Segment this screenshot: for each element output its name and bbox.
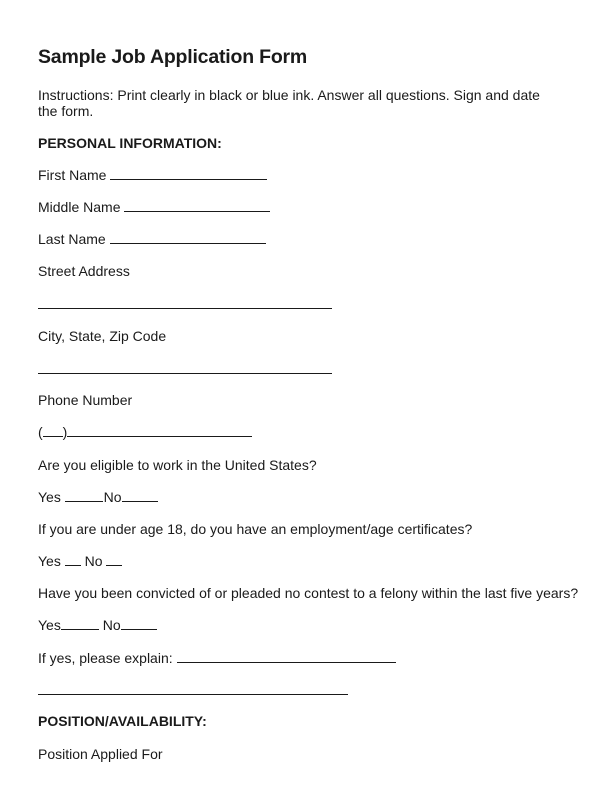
under-18-question: If you are under age 18, do you have an employment/age certificates? [38,521,473,537]
phone-area-close: ) [62,424,68,440]
explain-field-continued[interactable] [38,694,348,695]
middle-name-label: Middle Name [38,199,121,215]
form-title: Sample Job Application Form [38,46,308,68]
under-18-yes-field[interactable] [65,553,81,566]
street-address-field[interactable] [38,308,332,309]
middle-name-field[interactable] [124,199,270,212]
last-name-field[interactable] [110,231,266,244]
position-applied-label: Position Applied For [38,746,163,762]
phone-number-row [38,424,252,440]
under-18-no-field[interactable] [106,553,122,566]
eligible-answer-row [38,489,158,505]
phone-number-label: Phone Number [38,392,133,408]
phone-number-field[interactable] [67,424,252,437]
felony-no-label: No [102,617,121,633]
felony-yes-field[interactable] [61,617,99,630]
felony-question: Have you been convicted of or pleaded no contest to a felony within the last five years? [38,585,579,601]
city-state-zip-field[interactable] [38,373,332,374]
last-name-label: Last Name [38,231,106,247]
under-18-yes-label: Yes [38,553,61,569]
eligible-question: Are you eligible to work in the United States? [38,457,317,473]
explain-label: If yes, please explain: [38,650,173,666]
felony-answer-row [38,617,157,633]
under-18-no-label: No [84,553,103,569]
first-name-label: First Name [38,167,107,183]
eligible-yes-field[interactable] [65,489,103,502]
phone-area-open: ( [38,424,43,440]
phone-area-code-field[interactable] [43,424,63,437]
section-personal-information: PERSONAL INFORMATION: [38,135,222,151]
street-address-label: Street Address [38,263,130,279]
under-18-answer-row [38,553,122,569]
section-position-availability: POSITION/AVAILABILITY: [38,713,207,729]
city-state-zip-label: City, State, Zip Code [38,328,167,344]
middle-name-row [38,199,270,215]
eligible-yes-label: Yes [38,489,61,505]
first-name-field[interactable] [110,167,267,180]
explain-field[interactable] [177,650,396,663]
eligible-no-label: No [103,489,122,505]
first-name-row [38,167,267,183]
explain-row [38,650,396,666]
felony-yes-label: Yes [38,617,61,633]
eligible-no-field[interactable] [122,489,158,502]
instructions-text: Instructions: Print clearly in black or blue ink. Answer all questions. Sign and date the form. [38,87,540,119]
last-name-row [38,231,266,247]
felony-no-field[interactable] [121,617,157,630]
